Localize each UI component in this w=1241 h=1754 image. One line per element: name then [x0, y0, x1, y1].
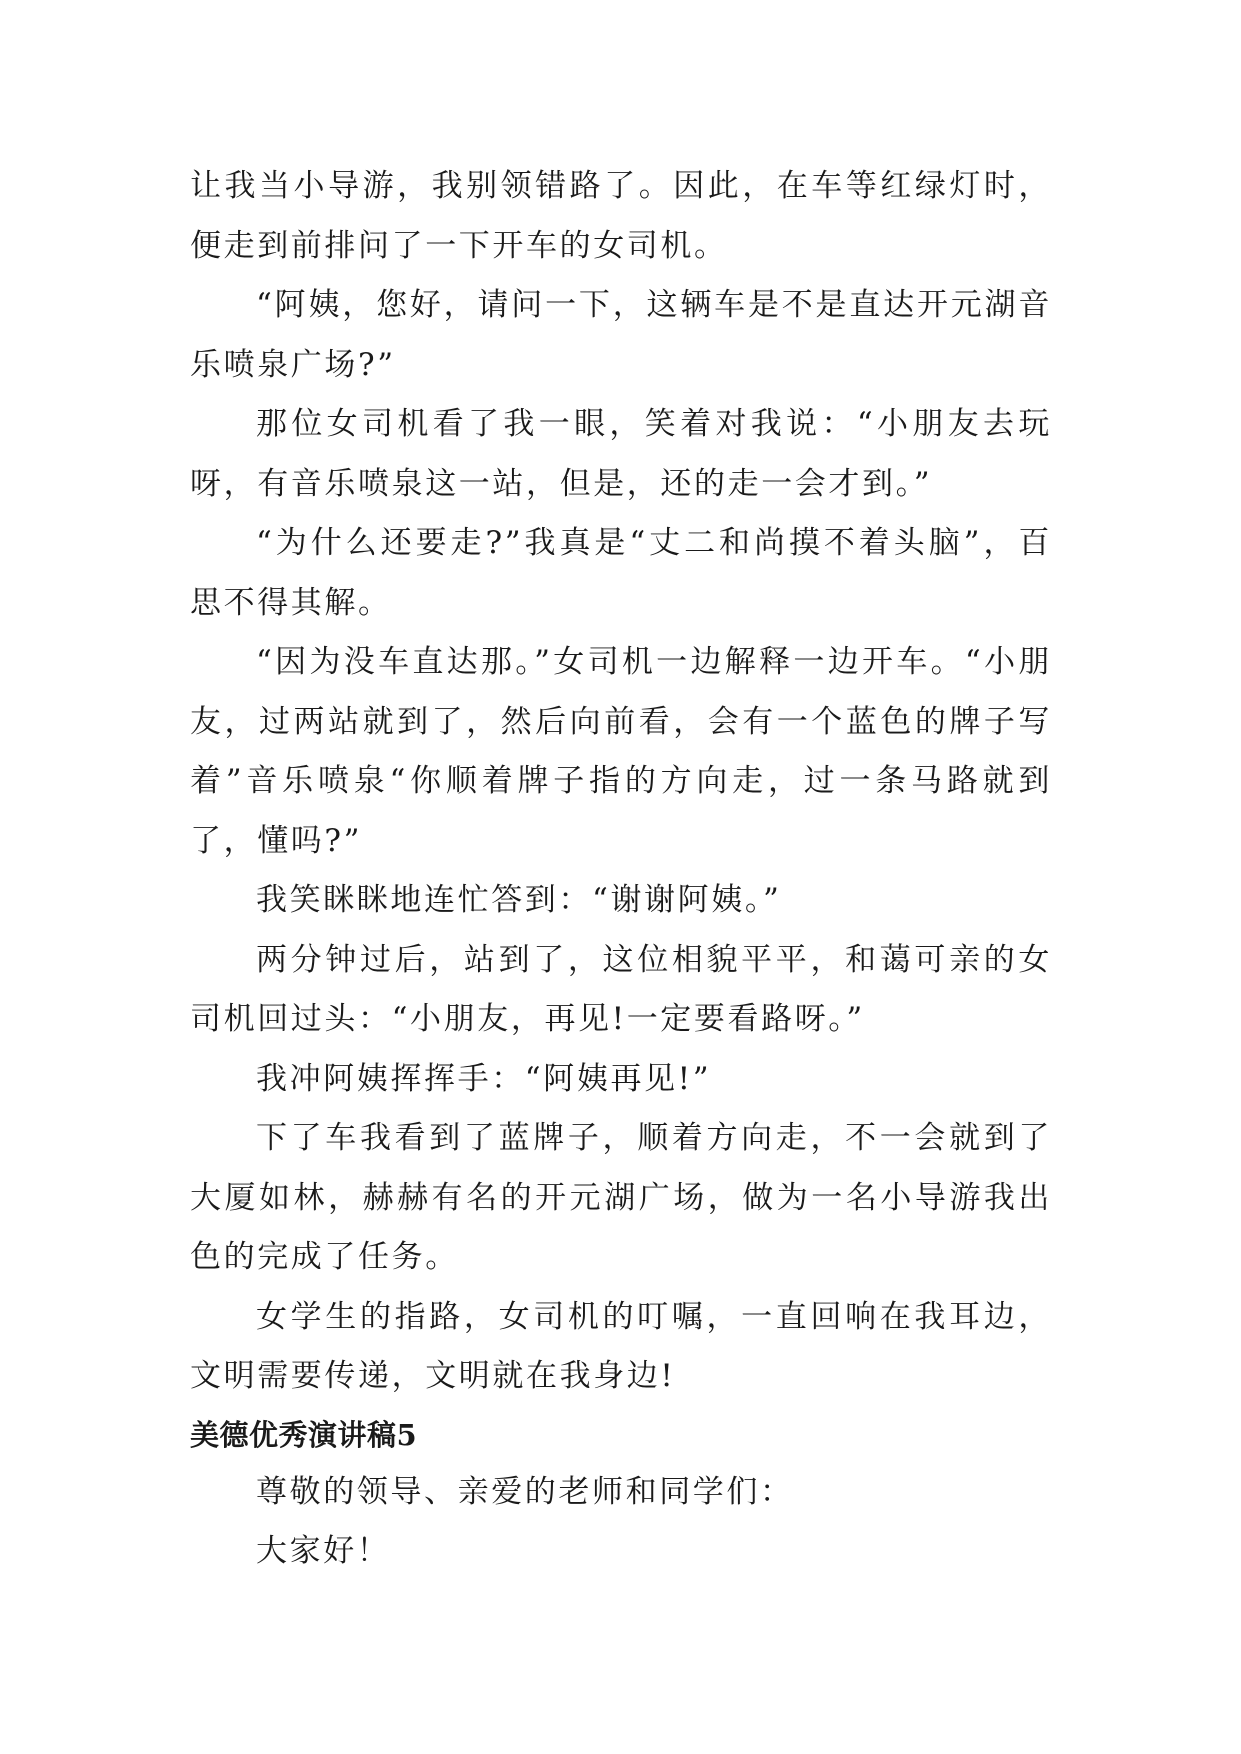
paragraph-5: “因为没车直达那。”女司机一边解释一边开车。“小朋友，过两站就到了，然后向前看，会有一个蓝色的牌子写着”音乐喷泉“你顺着牌子指的方向走，过一条马路就到了，懂吗?” — [190, 644, 1052, 859]
paragraph-2: “阿姨，您好，请问一下，这辆车是不是直达开元湖音乐喷泉广场?” — [190, 287, 1052, 383]
paragraph-10: 女学生的指路，女司机的叮嘱，一直回响在我耳边，文明需要传递，文明就在我身边! — [190, 1298, 1052, 1394]
paragraph-3: 那位女司机看了我一眼，笑着对我说：“小朋友去玩呀，有音乐喷泉这一站，但是，还的走一会才到。” — [190, 406, 1052, 502]
greeting-paragraph: 大家好！ — [256, 1533, 391, 1569]
document-body — [190, 157, 1052, 1582]
section-heading: 美德优秀演讲稿5 — [190, 1417, 418, 1452]
paragraph-6: 我笑眯眯地连忙答到：“谢谢阿姨。” — [256, 882, 782, 918]
paragraph-1: 让我当小导游，我别领错路了。因此，在车等红绿灯时，便走到前排问了一下开车的女司机。 — [190, 168, 1052, 264]
salutation-paragraph: 尊敬的领导、亲爱的老师和同学们： — [256, 1473, 794, 1510]
paragraph-8: 我冲阿姨挥挥手：“阿姨再见!” — [256, 1060, 712, 1097]
paragraph-4: “为什么还要走?”我真是“丈二和尚摸不着头脑”，百思不得其解。 — [190, 525, 1052, 621]
paragraph-9: 下了车我看到了蓝牌子，顺着方向走，不一会就到了大厦如林，赫赫有名的开元湖广场，做为一名小导游我出色的完成了任务。 — [190, 1120, 1052, 1275]
paragraph-7: 两分钟过后，站到了，这位相貌平平，和蔼可亲的女司机回过头：“小朋友，再见!一定要看路呀。” — [190, 941, 1052, 1037]
